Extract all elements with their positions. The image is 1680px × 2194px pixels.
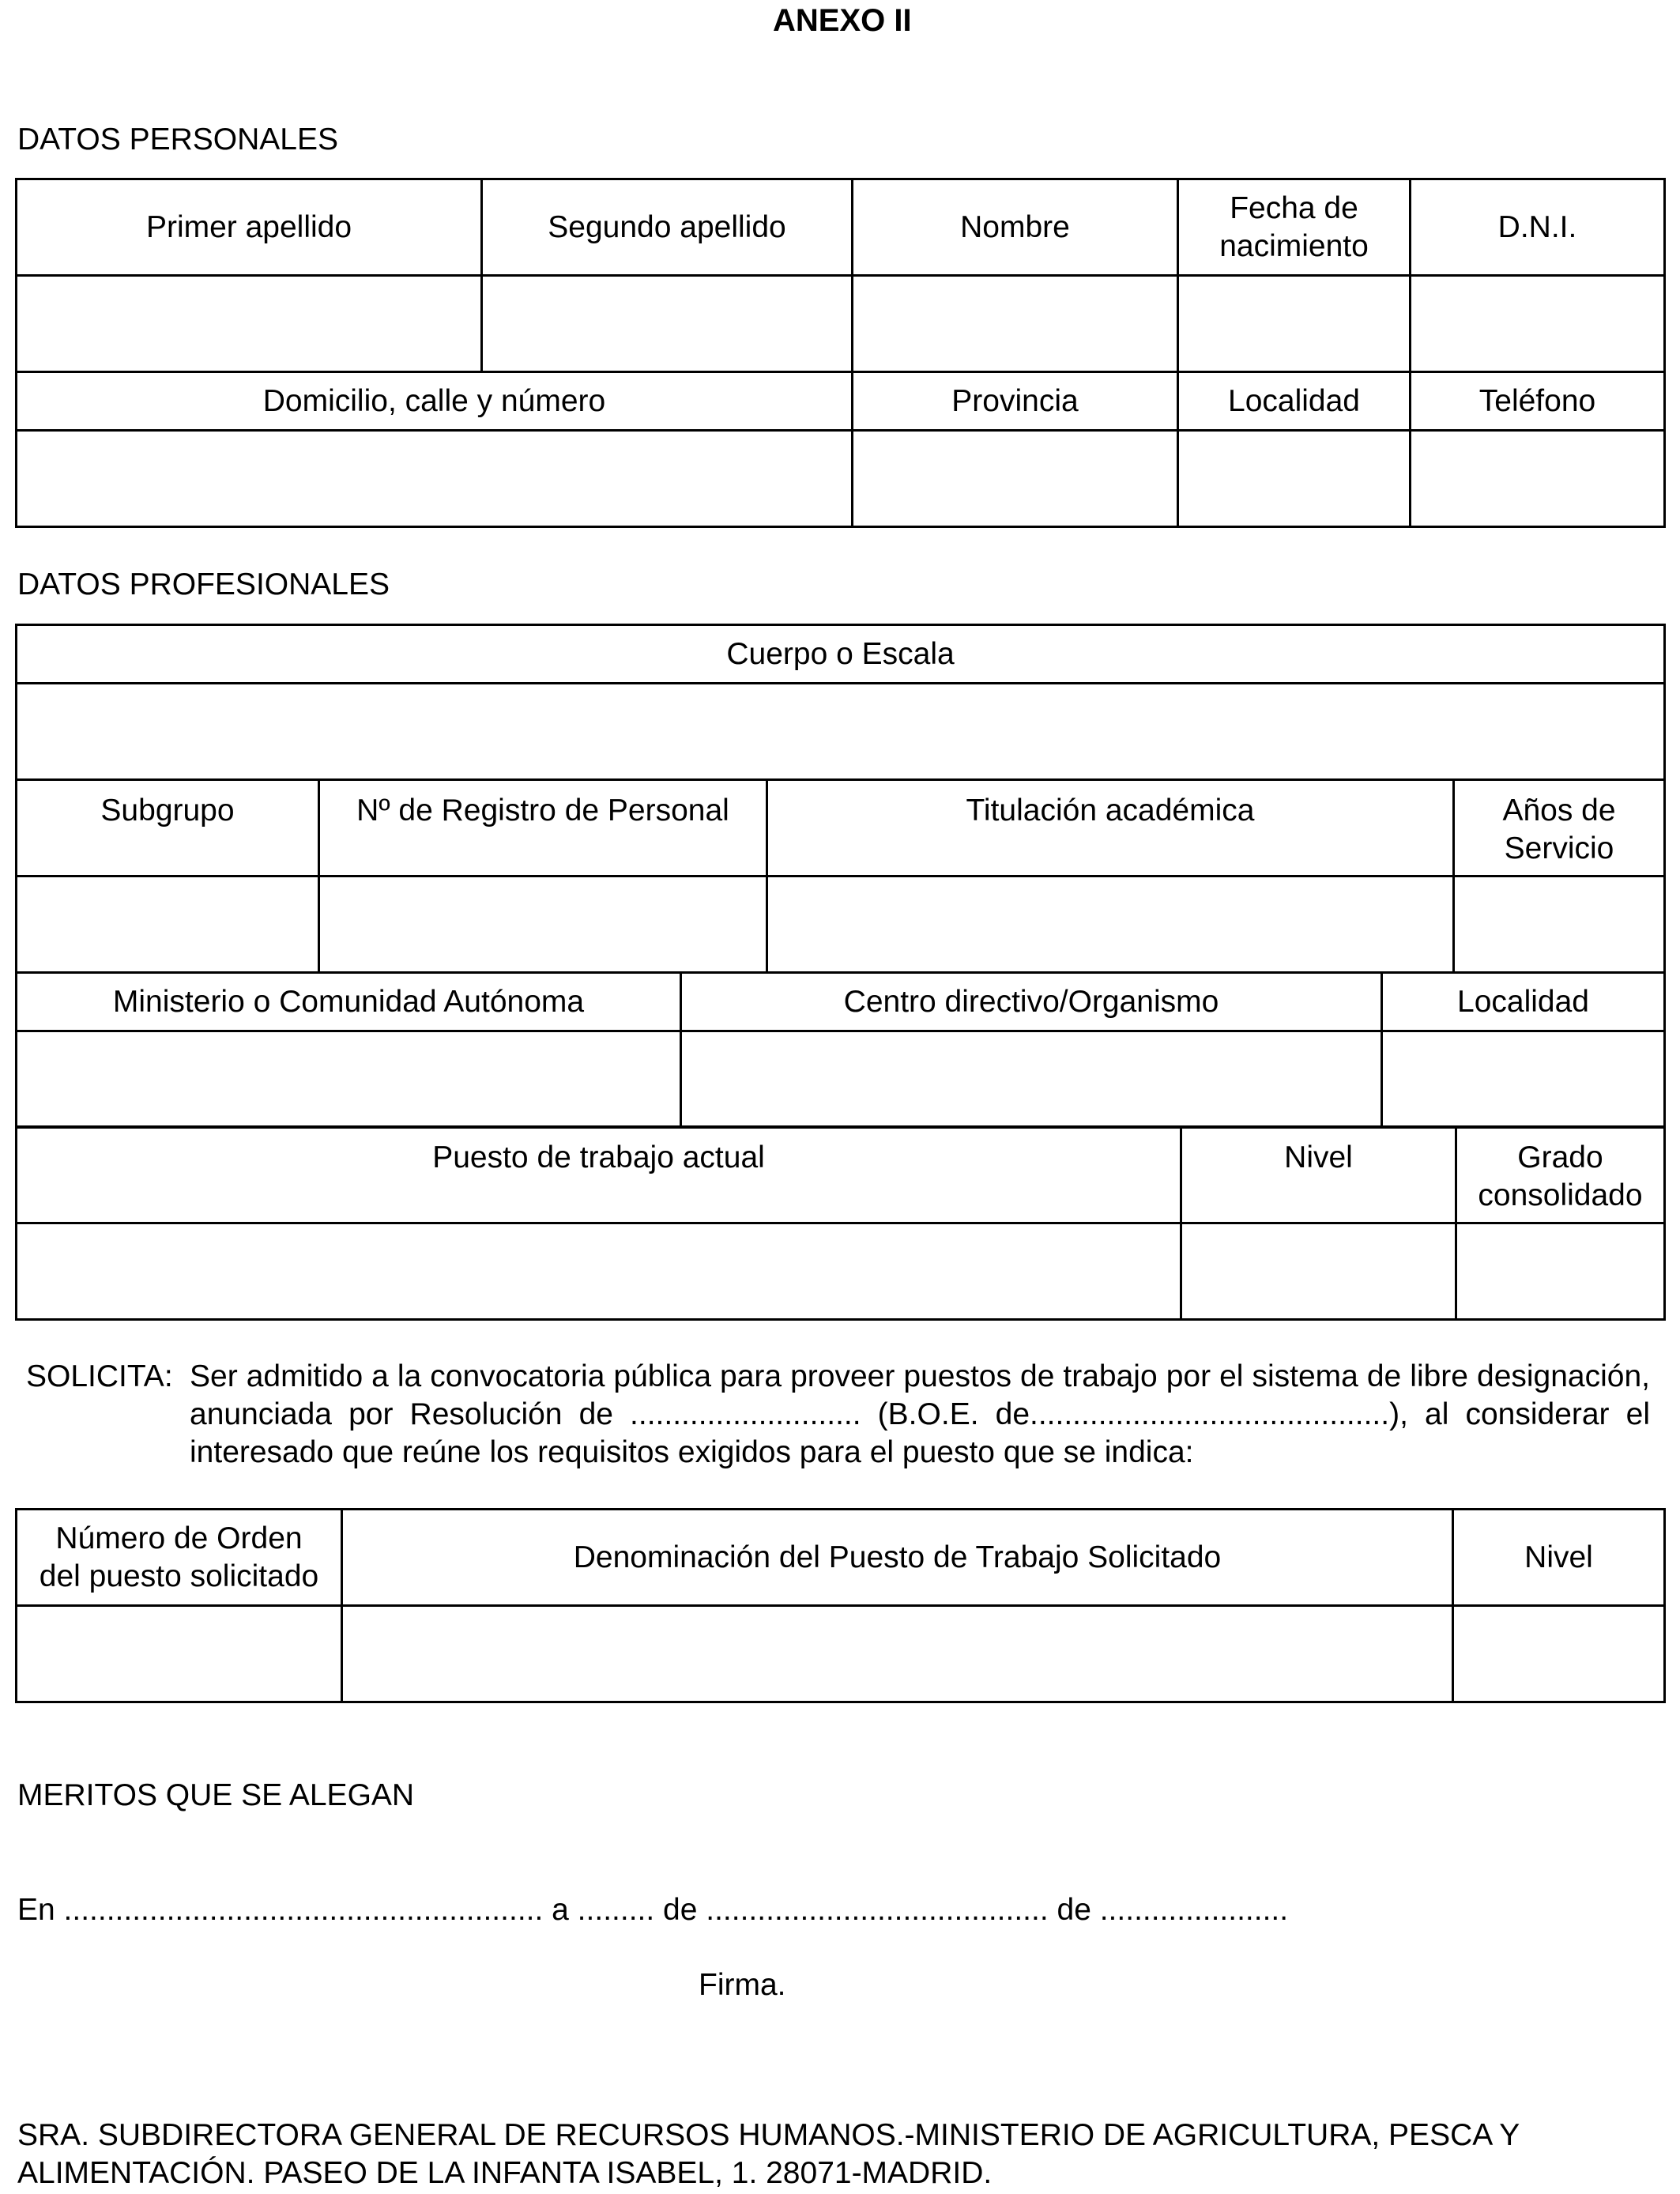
header-cuerpo-escala: Cuerpo o Escala [17, 625, 1665, 684]
header-segundo-apellido: Segundo apellido [482, 179, 853, 276]
field-nombre[interactable] [853, 276, 1178, 372]
field-anos-servicio[interactable] [1454, 876, 1665, 973]
field-subgrupo[interactable] [17, 876, 319, 973]
header-centro-directivo: Centro directivo/Organismo [681, 973, 1382, 1031]
solicita-label: SOLICITA: [26, 1359, 173, 1393]
header-fecha-nacimiento: Fecha de nacimiento [1178, 179, 1411, 276]
personal-table [15, 178, 1666, 528]
header-nivel-actual: Nivel [1181, 1127, 1456, 1223]
field-segundo-apellido[interactable] [482, 276, 853, 372]
solicita-text: Ser admitido a la convocatoria pública para proveer puestos de trabajo por el sistema de libre designación, anunciada por Resolución de ........................... (B.O.E. de..........................................), al considerar el interesado que reúne los requisitos exigidos para el puesto que se indica: [190, 1359, 1650, 1469]
field-localidad-prof[interactable] [1382, 1031, 1665, 1128]
personal-heading: DATOS PERSONALES [17, 123, 339, 156]
field-fecha-nacimiento[interactable] [1178, 276, 1411, 372]
header-denominacion: Denominación del Puesto de Trabajo Solicitado [342, 1510, 1453, 1606]
header-provincia: Provincia [853, 372, 1178, 431]
professional-table-2 [15, 971, 1666, 1129]
professional-table-3 [15, 1125, 1666, 1321]
meritos-heading: MERITOS QUE SE ALEGAN [17, 1778, 415, 1812]
header-domicilio: Domicilio, calle y número [17, 372, 853, 431]
professional-table-1 [15, 624, 1666, 974]
header-localidad: Localidad [1178, 372, 1411, 431]
field-centro-directivo[interactable] [681, 1031, 1382, 1128]
header-registro-personal: Nº de Registro de Personal [319, 780, 767, 876]
field-grado-consolidado[interactable] [1456, 1223, 1665, 1320]
field-numero-orden[interactable] [17, 1606, 342, 1702]
field-ministerio[interactable] [17, 1031, 681, 1128]
header-ministerio: Ministerio o Comunidad Autónoma [17, 973, 681, 1031]
professional-heading: DATOS PROFESIONALES [17, 567, 390, 601]
header-anos-servicio: Años de Servicio [1454, 780, 1665, 876]
field-cuerpo-escala[interactable] [17, 684, 1665, 780]
field-titulacion[interactable] [767, 876, 1454, 973]
field-localidad[interactable] [1178, 431, 1411, 527]
header-localidad-prof: Localidad [1382, 973, 1665, 1031]
field-provincia[interactable] [853, 431, 1178, 527]
header-puesto-actual: Puesto de trabajo actual [17, 1127, 1181, 1223]
field-telefono[interactable] [1411, 431, 1665, 527]
header-telefono: Teléfono [1411, 372, 1665, 431]
lugar-fecha-line: En ........................................................ a ......... de ........................................ de ...................... [17, 1893, 1289, 1927]
puesto-table [15, 1508, 1666, 1703]
recipient-address: SRA. SUBDIRECTORA GENERAL DE RECURSOS HUMANOS.-MINISTERIO DE AGRICULTURA, PESCA Y ALIMENTACIÓN. PASEO DE LA INFANTA ISABEL, 1. 28071-MADRID. [17, 2118, 1520, 2190]
field-dni[interactable] [1411, 276, 1665, 372]
header-primer-apellido: Primer apellido [17, 179, 482, 276]
field-puesto-actual[interactable] [17, 1223, 1181, 1320]
field-registro-personal[interactable] [319, 876, 767, 973]
header-numero-orden: Número de Orden del puesto solicitado [17, 1510, 342, 1606]
header-nombre: Nombre [853, 179, 1178, 276]
header-dni: D.N.I. [1411, 179, 1665, 276]
header-grado-consolidado: Grado consolidado [1456, 1127, 1665, 1223]
header-titulacion: Titulación académica [767, 780, 1454, 876]
field-nivel-actual[interactable] [1181, 1223, 1456, 1320]
header-nivel-solicitado: Nivel [1453, 1510, 1665, 1606]
header-subgrupo: Subgrupo [17, 780, 319, 876]
field-denominacion[interactable] [342, 1606, 1453, 1702]
field-primer-apellido[interactable] [17, 276, 482, 372]
field-domicilio[interactable] [17, 431, 853, 527]
field-nivel-solicitado[interactable] [1453, 1606, 1665, 1702]
firma-label: Firma. [699, 1968, 786, 2002]
